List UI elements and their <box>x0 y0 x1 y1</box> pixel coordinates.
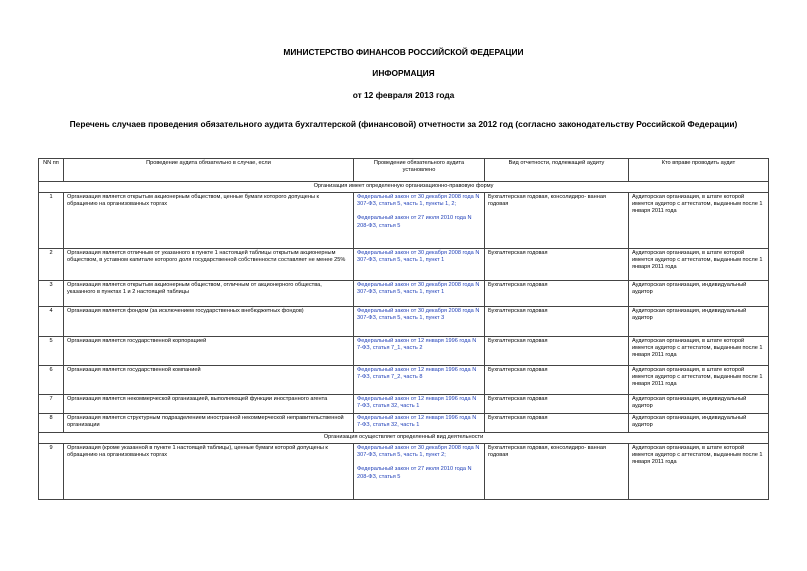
row-report-type: Бухгалтерская годовая <box>485 395 629 414</box>
row-number: 2 <box>39 249 64 281</box>
table-row <box>39 395 769 414</box>
column-header-law: Проведение обязательного аудита установлено <box>354 159 485 182</box>
row-auditor: Аудиторская организация, в штате которой имеется аудитор с аттестатом, выданным после 1 января 2011 года <box>629 366 769 395</box>
row-report-type: Бухгалтерская годовая <box>485 281 629 307</box>
law-link[interactable]: Федеральный закон от 30 декабря 2008 года N 307-ФЗ, статья 5, часть 1, пункт 1 <box>357 250 480 264</box>
section-label: Организация осуществляет определенный вид деятельности <box>39 433 769 444</box>
row-number: 3 <box>39 281 64 307</box>
law-link[interactable]: Федеральный закон от 27 июля 2010 года N 208-ФЗ, статья 5 <box>357 215 472 229</box>
row-auditor: Аудиторская организация, в штате которой имеется аудитор с аттестатом, выданным после 1 января 2011 года <box>629 193 769 249</box>
row-auditor: Аудиторская организация, индивидуальный аудитор <box>629 414 769 433</box>
table-row <box>39 307 769 337</box>
section-label: Организация имеет определенную организационно-правовую форму <box>39 182 769 193</box>
table-row <box>39 337 769 366</box>
row-law <box>354 337 485 366</box>
table-row <box>39 444 769 500</box>
row-law <box>354 193 485 249</box>
table-row <box>39 366 769 395</box>
row-number: 5 <box>39 337 64 366</box>
table-row <box>39 414 769 433</box>
row-auditor: Аудиторская организация, индивидуальный аудитор <box>629 281 769 307</box>
document-title: Перечень случаев проведения обязательного аудита бухгалтерской (финансовой) отчетности за 2012 год (согласно законодательству Российской Федерации) <box>69 119 738 129</box>
law-link[interactable]: Федеральный закон от 30 декабря 2008 года N 307-ФЗ, статья 5, часть 1, пункты 1, 2; <box>357 194 480 208</box>
column-header-number: NN пп <box>39 159 64 182</box>
column-header-case: Проведение аудита обязательно в случае, если <box>64 159 354 182</box>
row-case: Организация является государственной корпорацией <box>64 337 354 366</box>
row-auditor: Аудиторская организация, индивидуальный аудитор <box>629 307 769 337</box>
ministry-heading: МИНИСТЕРСТВО ФИНАНСОВ РОССИЙСКОЙ ФЕДЕРАЦИИ <box>283 47 524 57</box>
row-number: 9 <box>39 444 64 500</box>
row-number: 1 <box>39 193 64 249</box>
row-law <box>354 249 485 281</box>
table-row <box>39 193 769 249</box>
row-number: 6 <box>39 366 64 395</box>
law-link[interactable]: Федеральный закон от 12 января 1996 года N 7-ФЗ, статья 7_2, часть 8 <box>357 367 477 381</box>
column-header-report-type: Вид отчетности, подлежащей аудиту <box>485 159 629 182</box>
row-case: Организация является структурным подразделением иностранной некоммерческой неправительственной организации <box>64 414 354 433</box>
row-case: Организация является фондом (за исключением государственных внебюджетных фондов) <box>64 307 354 337</box>
row-report-type: Бухгалтерская годовая, консолидиро- ванная годовая <box>485 444 629 500</box>
row-case: Организация является открытым акционерным обществом, отличным от акционерного общества, указанного в пунктах 1 и 2 настоящей таблицы <box>64 281 354 307</box>
table-row <box>39 281 769 307</box>
row-number: 4 <box>39 307 64 337</box>
row-report-type: Бухгалтерская годовая <box>485 414 629 433</box>
row-law <box>354 307 485 337</box>
law-link[interactable]: Федеральный закон от 30 декабря 2008 года N 307-ФЗ, статья 5, часть 1, пункт 1 <box>357 282 480 296</box>
row-number: 8 <box>39 414 64 433</box>
row-law <box>354 414 485 433</box>
row-report-type: Бухгалтерская годовая, консолидиро- ванная годовая <box>485 193 629 249</box>
law-link[interactable]: Федеральный закон от 27 июля 2010 года N 208-ФЗ, статья 5 <box>357 466 472 480</box>
column-header-auditor: Кто вправе проводить аудит <box>629 159 769 182</box>
document-date: от 12 февраля 2013 года <box>352 90 455 100</box>
row-auditor: Аудиторская организация, индивидуальный аудитор <box>629 395 769 414</box>
row-auditor: Аудиторская организация, в штате которой имеется аудитор с аттестатом, выданным после 1 января 2011 года <box>629 249 769 281</box>
row-case: Организация является отличным от указанного в пункте 1 настоящей таблицы открытым акционерным обществом, в уставном капитале которого доля государственной собственности составляет не менее 25% <box>64 249 354 281</box>
row-law <box>354 281 485 307</box>
table-row <box>39 249 769 281</box>
row-case: Организация является некоммерческой организацией, выполняющей функции иностранного агента <box>64 395 354 414</box>
audit-cases-table <box>38 158 769 500</box>
law-link[interactable]: Федеральный закон от 30 декабря 2008 года N 307-ФЗ, статья 5, часть 1, пункт 3 <box>357 308 480 322</box>
law-link[interactable]: Федеральный закон от 12 января 1996 года N 7-ФЗ, статья 32, часть 1 <box>357 396 477 410</box>
row-law <box>354 444 485 500</box>
law-link[interactable]: Федеральный закон от 12 января 1996 года N 7-ФЗ, статья 32, часть 1 <box>357 415 477 429</box>
row-auditor: Аудиторская организация, в штате которой имеется аудитор с аттестатом, выданным после 1 января 2011 года <box>629 337 769 366</box>
row-report-type: Бухгалтерская годовая <box>485 337 629 366</box>
section-row-legal-form <box>39 182 769 193</box>
row-case: Организация является открытым акционерным обществом, ценные бумаги которого допущены к обращению на организованных торгах <box>64 193 354 249</box>
row-report-type: Бухгалтерская годовая <box>485 307 629 337</box>
law-link[interactable]: Федеральный закон от 30 декабря 2008 года N 307-ФЗ, статья 5, часть 1, пункт 2; <box>357 445 480 459</box>
section-row-activity <box>39 433 769 444</box>
document-type: ИНФОРМАЦИЯ <box>372 68 435 78</box>
table-header-row <box>39 159 769 182</box>
row-auditor: Аудиторская организация, в штате которой имеется аудитор с аттестатом, выданным после 1 января 2011 года <box>629 444 769 500</box>
row-law <box>354 395 485 414</box>
row-law <box>354 366 485 395</box>
row-case: Организация является государственной компанией <box>64 366 354 395</box>
law-link[interactable]: Федеральный закон от 12 января 1996 года N 7-ФЗ, статья 7_1, часть 2 <box>357 338 477 352</box>
row-number: 7 <box>39 395 64 414</box>
row-report-type: Бухгалтерская годовая <box>485 366 629 395</box>
row-report-type: Бухгалтерская годовая <box>485 249 629 281</box>
row-case: Организация (кроме указанной в пункте 1 настоящей таблицы), ценные бумаги которой допущены к обращению на организованных торгах <box>64 444 354 500</box>
